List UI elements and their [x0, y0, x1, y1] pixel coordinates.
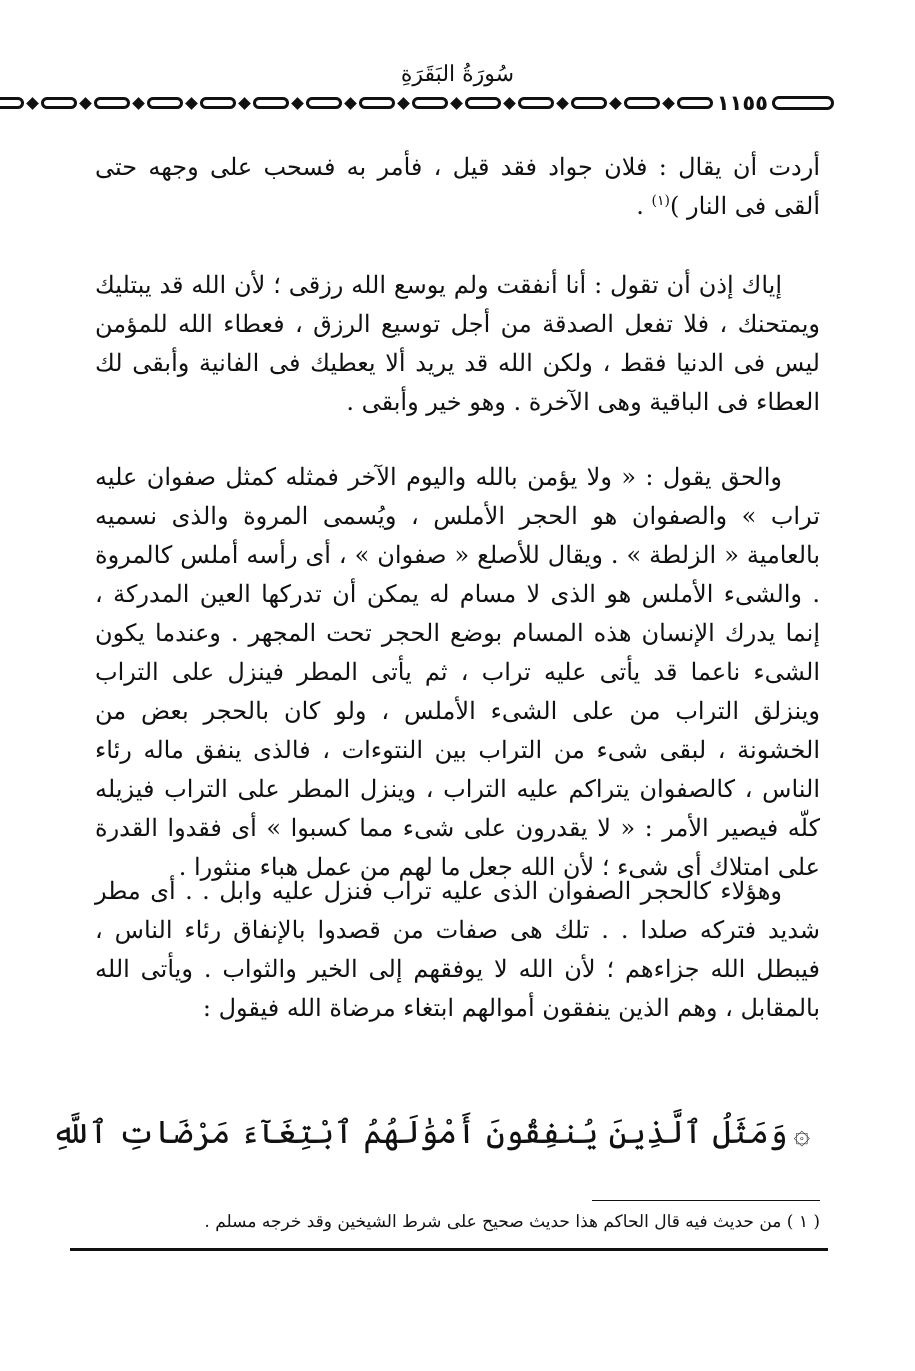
paragraph-1-text: أردت أن يقال : فلان جواد فقد قيل ، فأمر به فسحب على وجهه حتى ألقى فى النار ): [95, 153, 820, 220]
paragraph-1: [95, 148, 820, 226]
ornament-diamond: [344, 97, 357, 110]
ornament-diamond: [79, 97, 92, 110]
ornament-link: [571, 97, 607, 109]
footnote-1: ( ١ ) من حديث فيه قال الحاكم هذا حديث صحيح على شرط الشيخين وقد خرجه مسلم .: [204, 1212, 820, 1232]
ornament-link: [677, 97, 713, 109]
verse-text: وَمَثَلُ ٱلَّذِينَ يُنفِقُونَ أَمْوَٰلَهُمُ ٱبْتِغَآءَ مَرْضَاتِ ٱللَّهِ: [51, 1113, 788, 1151]
ornament-chain: [0, 97, 713, 109]
paragraph-3: والحق يقول : « ولا يؤمن بالله واليوم الآخر فمثله كمثل صفوان عليه تراب » والصفوان هو الحجر الأملس ، ويُسمى المروة والذى نسميه بالعامية « الزلطة » . ويقال للأصلع « صفوان » ، أى رأسه أملس كالمروة . والشىء الأملس هو الذى لا مسام له يمكن أن تدركها العين المدركة ، إنما يدرك الإنسان هذه المسام بوضع الحجر تحت المجهر . وعندما يكون الشىء ناعما قد يأتى عليه تراب ، ثم يأتى المطر فينزل على التراب وينزلق التراب من على الشىء الأملس ، ولو كان بالحجر بعض من الخشونة ، لبقى شىء من التراب بين النتوءات ، فالذى ينفق ماله رئاء الناس ، كالصفوان يتراكم عليه التراب ، وينزل المطر على التراب فيزيله كلّه فيصير الأمر : « لا يقدرون على شىء مما كسبوا » أى فقدوا القدرة على امتلاك أى شىء ؛ لأن الله جعل ما لهم من عمل هباء منثورا .: [95, 463, 820, 881]
ornament-link: [147, 97, 183, 109]
ornament-diamond: [609, 97, 622, 110]
ornament-diamond: [238, 97, 251, 110]
ornament-diamond: [132, 97, 145, 110]
ornament-diamond: [662, 97, 675, 110]
ornament-diamond: [556, 97, 569, 110]
ornament-link: [41, 97, 77, 109]
ornament-diamond: [26, 97, 39, 110]
footnote-divider: [592, 1200, 820, 1201]
header-ornament-bar: [70, 92, 834, 114]
ornament-diamond: [397, 97, 410, 110]
quran-verse: [51, 1105, 810, 1161]
ornament-link: [412, 97, 448, 109]
footnote-ref-1[interactable]: (١): [651, 193, 671, 209]
ornament-link: [518, 97, 554, 109]
paragraph-1-tail: .: [636, 192, 652, 220]
surah-title: سُورَةُ البَقَرَةِ: [400, 62, 515, 87]
paragraph-4: وهؤلاء كالحجر الصفوان الذى عليه تراب فنزل عليه وابل . . أى مطر شديد فتركه صلدا . . تلك هى صفات من قصدوا بالإنفاق رئاء الناس ، فيبطل الله جزاءهم ؛ لأن الله لا يوفقهم إلى الخير والثواب . ويأتى الله بالمقابل ، وهم الذين ينفقون أموالهم ابتغاء مرضاة الله فيقول :: [95, 877, 820, 1022]
page-number: ١١٥٥: [716, 91, 768, 115]
ornament-link: [359, 97, 395, 109]
ornament-link: [200, 97, 236, 109]
ornament-link: [94, 97, 130, 109]
page-bottom-rule: [70, 1248, 828, 1251]
ornament-endcap-right: [772, 96, 834, 110]
verse-start-marker: ۞: [793, 1117, 810, 1150]
ornament-diamond: [450, 97, 463, 110]
paragraph-2: إياك إذن أن تقول : أنا أنفقت ولم يوسع الله رزقى ؛ لأن الله قد يبتليك ويمتحنك ، فلا تفعل الصدقة من أجل توسيع الرزق ، فعطاء الله للمؤمن ليس فى الدنيا فقط ، ولكن الله قد يريد ألا يعطيك فى الفانية وأبقى لك العطاء فى الباقية وهى الآخرة . وهو خير وأبقى .: [95, 271, 820, 416]
ornament-diamond: [503, 97, 516, 110]
ornament-link: [624, 97, 660, 109]
ornament-diamond: [185, 97, 198, 110]
ornament-link: [0, 97, 24, 109]
ornament-link: [465, 97, 501, 109]
ornament-link: [253, 97, 289, 109]
ornament-diamond: [291, 97, 304, 110]
ornament-link: [306, 97, 342, 109]
